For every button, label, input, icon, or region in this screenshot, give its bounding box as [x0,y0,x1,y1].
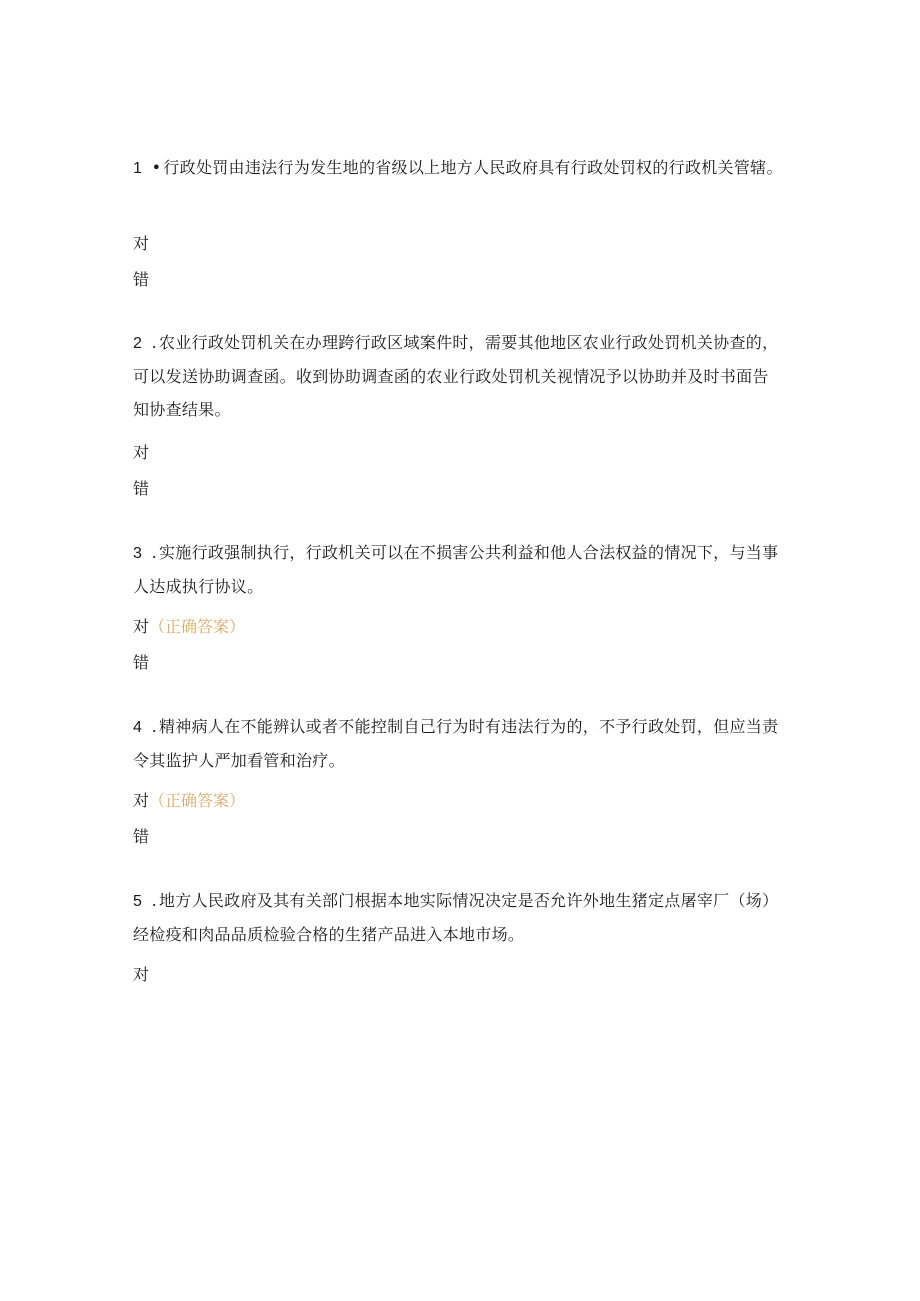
option-label: 错 [133,827,150,846]
option-false[interactable] [133,826,149,848]
question-text: 行政处罚由违法行为发生地的省级以上地方人民政府具有行政处罚权的行政机关管辖。 [163,158,783,177]
correct-answer-mark: （正确答案） [149,791,246,810]
option-label: 错 [133,270,150,289]
question-separator: . [151,333,157,352]
question-text: 地方人民政府及其有关部门根据本地实际情况决定是否允许外地生猪定点屠宰厂（场）经检疫和肉品品质检验合格的生猪产品进入本地市场。 [133,891,779,944]
question-1 [133,151,783,185]
question-number: 1 [133,160,143,177]
option-true[interactable] [133,616,245,638]
option-true[interactable] [133,442,149,464]
option-true[interactable] [133,790,245,812]
option-true[interactable] [133,964,149,986]
question-number: 3 [133,545,143,562]
option-label: 错 [133,479,150,498]
option-label: 错 [133,653,150,672]
question-text: 农业行政处罚机关在办理跨行政区域案件时，需要其他地区农业行政处罚机关协查的，可以发送协助调查函。收到协助调查函的农业行政处罚机关视情况予以协助并及时书面告知协查结果。 [133,333,779,419]
option-false[interactable] [133,652,149,674]
question-3 [133,536,783,603]
question-number: 4 [133,719,143,736]
question-text: 实施行政强制执行，行政机关可以在不损害公共利益和他人合法权益的情况下，与当事人达成执行协议。 [133,543,779,596]
question-separator: . [151,717,157,736]
option-label: 对 [133,965,150,984]
option-true[interactable] [133,233,149,255]
question-text: 精神病人在不能辨认或者不能控制自己行为时有违法行为的，不予行政处罚，但应当责令其监护人严加看管和治疗。 [133,717,779,770]
option-label: 对 [133,791,150,810]
option-label: 对 [133,234,150,253]
question-number: 5 [133,893,143,910]
question-4 [133,710,783,777]
question-separator: . [151,543,157,562]
option-false[interactable] [133,269,149,291]
question-number: 2 [133,335,143,352]
option-label: 对 [133,617,150,636]
question-2 [133,326,783,426]
question-separator: • [151,158,162,177]
question-separator: . [151,891,157,910]
option-label: 对 [133,443,150,462]
correct-answer-mark: （正确答案） [149,617,246,636]
question-5 [133,884,783,951]
option-false[interactable] [133,478,149,500]
